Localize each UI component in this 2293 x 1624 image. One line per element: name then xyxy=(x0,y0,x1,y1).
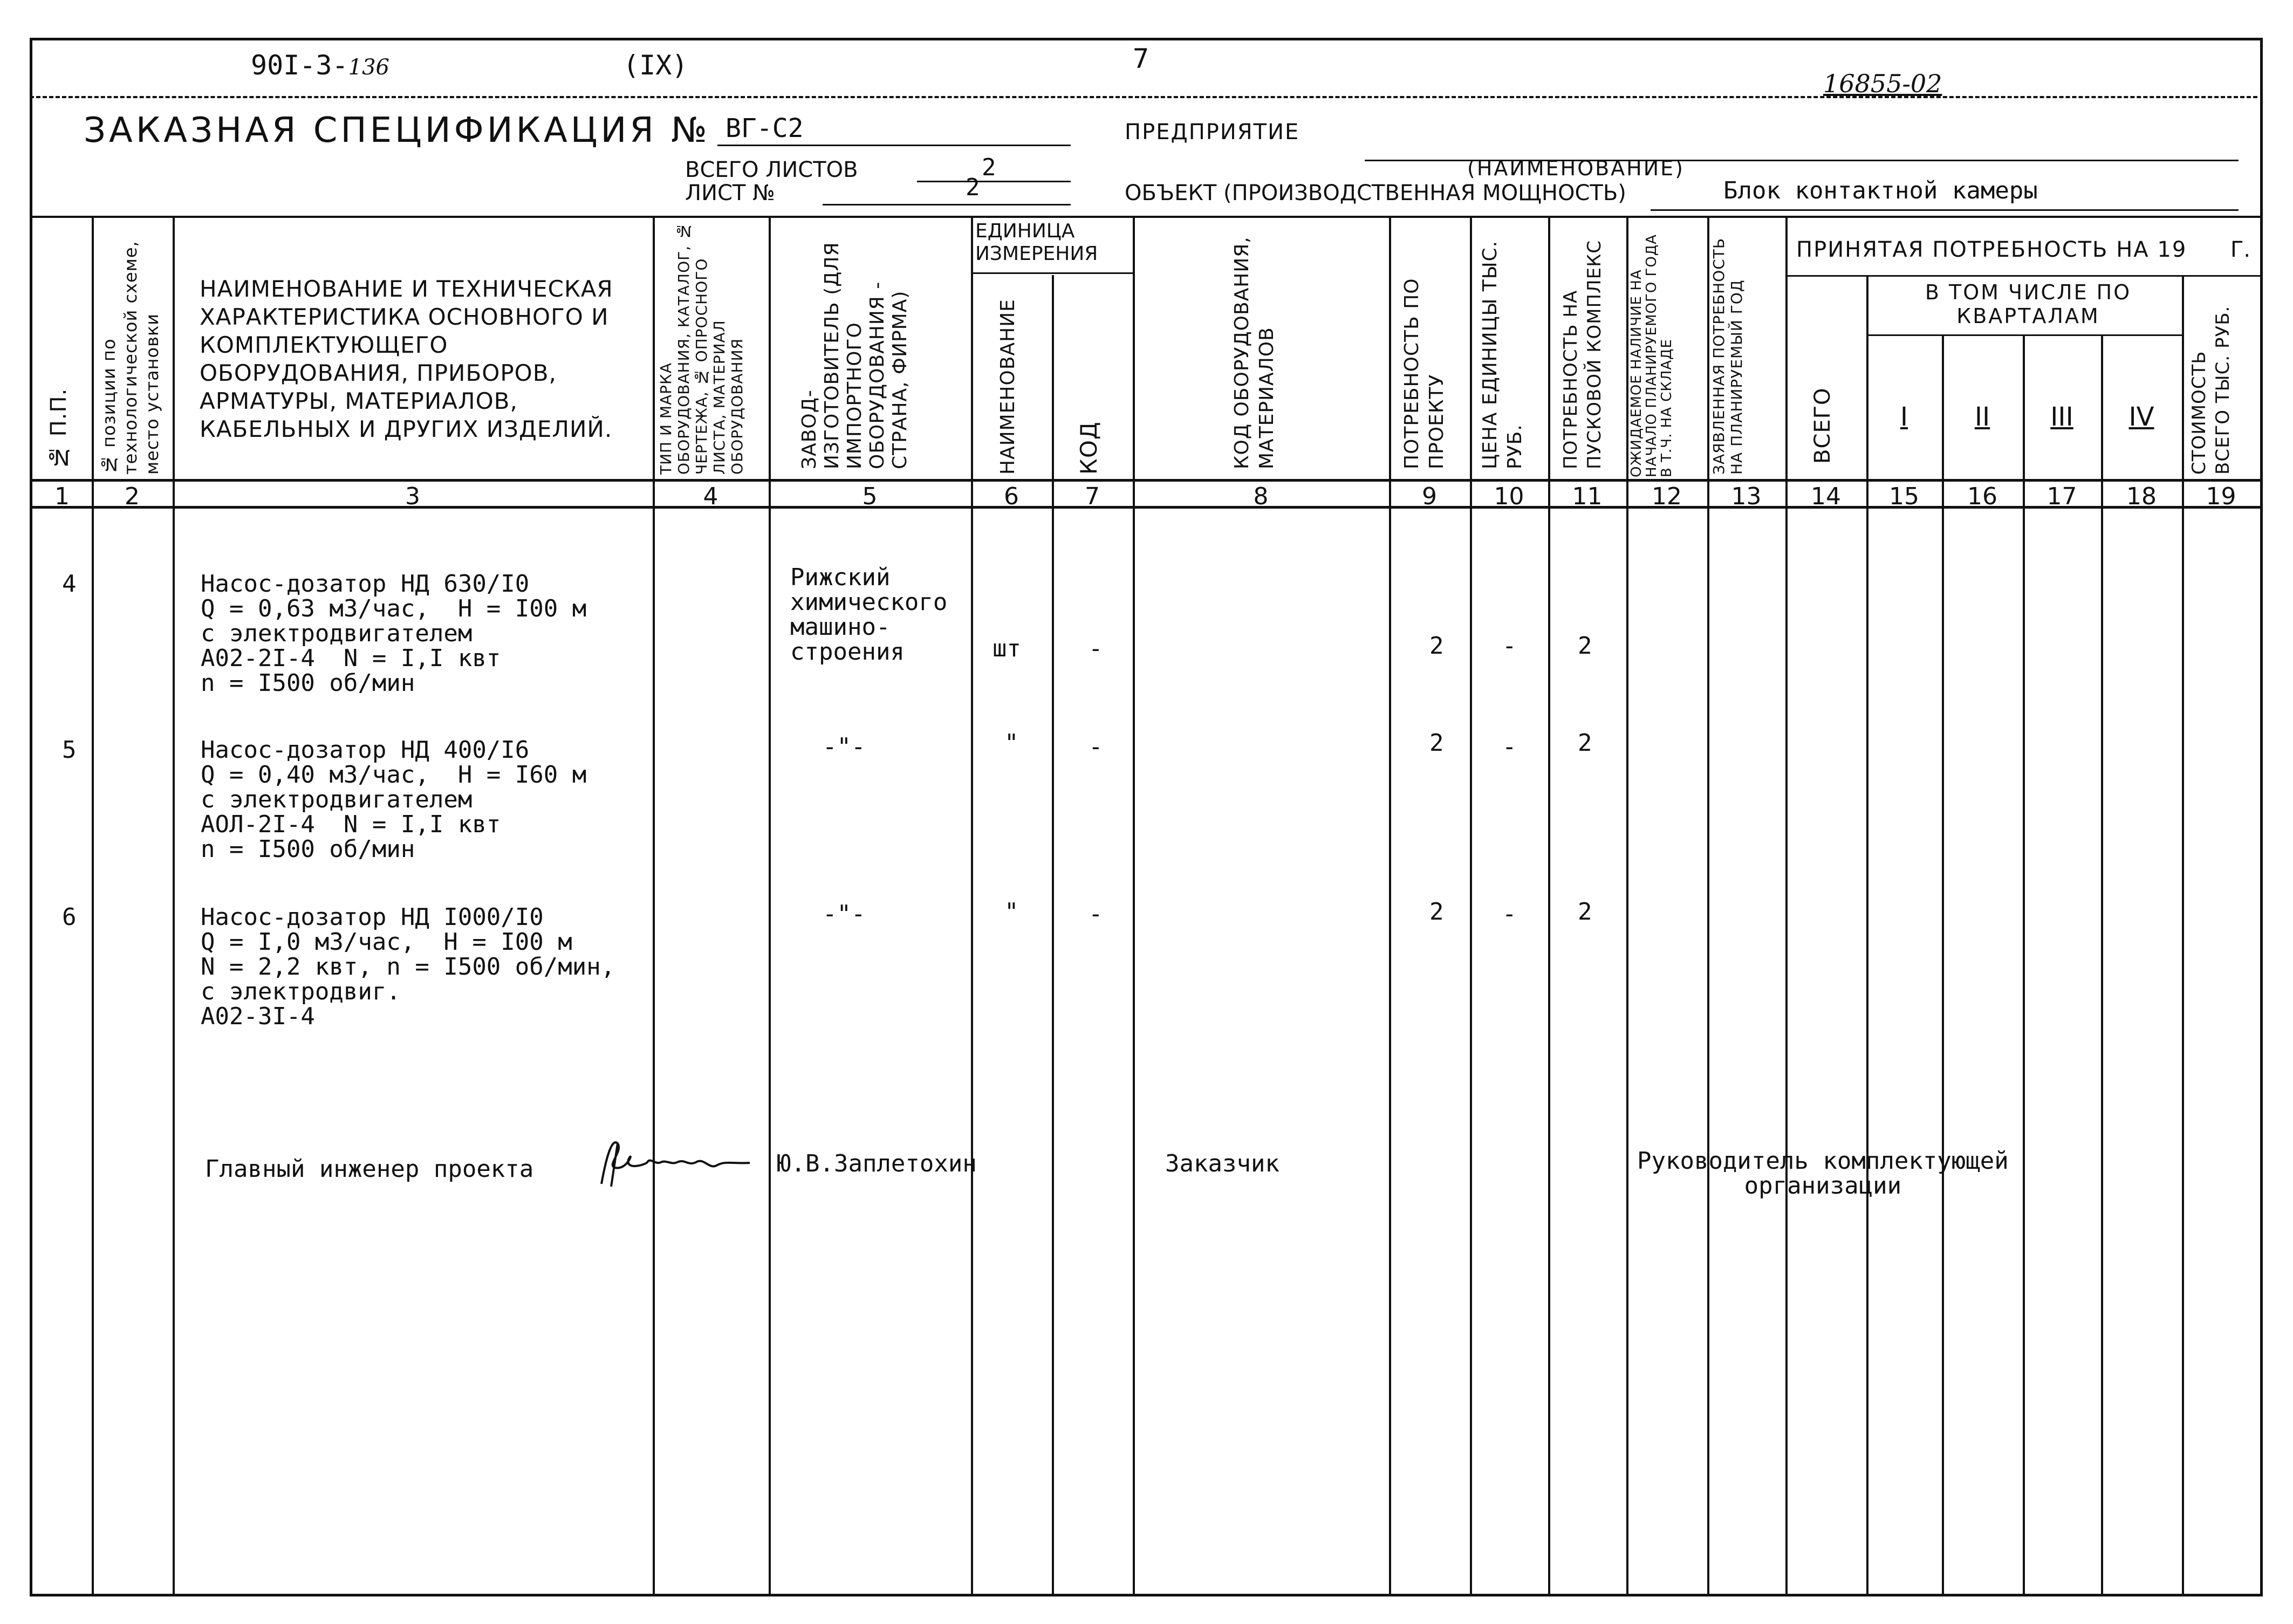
col-number-3: 3 xyxy=(405,483,420,510)
col-number-17: 17 xyxy=(2046,483,2077,510)
col-number-9: 9 xyxy=(1422,483,1437,510)
header-expected: ОЖИДАЕМОЕ НАЛИЧИЕ НА НАЧАЛО ПЛАНИРУЕМОГО ГОДА В Т.Ч. НА СКЛАДЕ xyxy=(1628,234,1675,477)
object-label: ОБЪЕКТ (ПРОИЗВОДСТВЕННАЯ МОЩНОСТЬ) xyxy=(1125,181,1626,205)
header-q2: II xyxy=(1974,402,1990,432)
header-unit-code: КОД xyxy=(1076,421,1102,475)
unit-price: - xyxy=(1502,632,1517,660)
doc-code-handwritten: 136 xyxy=(348,55,389,80)
spec-title: ЗАКАЗНАЯ СПЕЦИФИКАЦИЯ № xyxy=(84,111,710,150)
row-number: 6 xyxy=(62,903,77,931)
manufacturer: Рижский химического машино- строения xyxy=(790,564,948,666)
header-equipment-code: КОД ОБОРУДОВАНИЯ, МАТЕРИАЛОВ xyxy=(1231,236,1278,469)
col-number-2: 2 xyxy=(125,483,140,510)
header-type-mark: ТИП И МАРКА ОБОРУДОВАНИЯ, КАТАЛОГ, № ЧЕРТЕЖА, № ОПРОСНОГО ЛИСТА, МАТЕРИАЛ ОБОРУДОВАНИЯ xyxy=(657,221,746,475)
archive-number: 16855-02 xyxy=(1823,69,1942,98)
header-unit-group: ЕДИНИЦА ИЗМЕРЕНИЯ xyxy=(975,220,1098,265)
header-accepted-year: Г. xyxy=(2230,237,2251,262)
col-number-8: 8 xyxy=(1253,483,1269,510)
need-quantity: 2 xyxy=(1429,898,1444,926)
need-quantity: 2 xyxy=(1429,729,1444,757)
col-line-15 xyxy=(1942,334,1944,1594)
title-dashed-line xyxy=(30,96,2257,98)
col-number-19: 19 xyxy=(2206,483,2236,510)
header-manufacturer: ЗАВОД-ИЗГОТОВИТЕЛЬ (ДЛЯ ИМПОРТНОГО ОБОРУДОВАНИЯ - СТРАНА, ФИРМА) xyxy=(798,242,911,469)
header-bottom-line xyxy=(30,479,2260,482)
page-number: 7 xyxy=(1133,43,1149,74)
signature-image xyxy=(596,1133,758,1192)
accepted-group-line xyxy=(1785,275,2260,277)
name-note: (НАИМЕНОВАНИЕ) xyxy=(1467,156,1685,180)
unit-code: - xyxy=(1089,635,1103,662)
col-number-14: 14 xyxy=(1811,483,1841,510)
manufacturer: -"- xyxy=(823,733,866,760)
supplier-label: Руководитель комплектующей организации xyxy=(1637,1147,2009,1200)
unit-name: шт xyxy=(993,635,1021,662)
col-number-11: 11 xyxy=(1572,483,1603,510)
col-line-17 xyxy=(2101,334,2103,1594)
manufacturer: -"- xyxy=(823,900,866,928)
header-unit-name: НАИМЕНОВАНИЕ xyxy=(997,299,1019,475)
header-q3: III xyxy=(2050,402,2073,432)
handwritten-signature xyxy=(596,1133,758,1204)
col-number-13: 13 xyxy=(1731,483,1762,510)
customer-label: Заказчик xyxy=(1165,1150,1279,1177)
header-need: ПОТРЕБНОСТЬ ПО ПРОЕКТУ xyxy=(1401,278,1448,469)
table-top-line xyxy=(30,216,2260,218)
row-number: 4 xyxy=(62,570,77,598)
col-line-1 xyxy=(92,216,94,1594)
col-number-6: 6 xyxy=(1004,483,1019,510)
header-declared: ЗАЯВЛЕННАЯ ПОТРЕБНОСТЬ НА ПЛАНИРУЕМЫЙ ГОД xyxy=(1710,237,1746,475)
col-line-3 xyxy=(653,216,655,1594)
header-q4: IV xyxy=(2128,402,2154,432)
total-sheets-label: ВСЕГО ЛИСТОВ xyxy=(685,157,858,182)
unit-code: - xyxy=(1089,733,1103,760)
col-line-10 xyxy=(1548,216,1550,1594)
header-accepted-label: ПРИНЯТАЯ ПОТРЕБНОСТЬ НА 19 xyxy=(1796,237,2187,262)
chief-engineer-name: Ю.В.Заплетохин xyxy=(777,1150,977,1177)
header-description: НАИМЕНОВАНИЕ И ТЕХНИЧЕСКАЯ ХАРАКТЕРИСТИКА ОСНОВНОГО И КОМПЛЕКТУЮЩЕГО ОБОРУДОВАНИЯ, ПРИБОРОВ, АРМАТУРЫ, МАТЕРИАЛОВ, КАБЕЛЬНЫХ И ДРУГИХ ИЗДЕЛИЙ. xyxy=(200,276,613,442)
col-line-14 xyxy=(1866,275,1868,1594)
unit-name: " xyxy=(1004,898,1019,926)
spec-number-underline xyxy=(717,145,1071,146)
col-line-13 xyxy=(1785,216,1788,1594)
col-line-8 xyxy=(1389,216,1391,1594)
launch-quantity: 2 xyxy=(1578,632,1592,660)
col-line-18 xyxy=(2182,275,2184,1594)
item-description: Насос-дозатор НД 630/I0 Q = 0,63 м3/час, H = I00 м с электродвигателем A02-2I-4 N = I,I квт n = I500 об/мин xyxy=(201,570,587,697)
col-line-16 xyxy=(2023,334,2025,1594)
header-launch-need: ПОТРЕБНОСТЬ НА ПУСКОВОЙ КОМПЛЕКС xyxy=(1560,240,1605,469)
quarters-group-line xyxy=(1866,334,2182,336)
col-line-6 xyxy=(1052,275,1054,1594)
unit-price: - xyxy=(1502,900,1517,928)
header-total: ВСЕГО xyxy=(1810,387,1835,464)
header-cost: СТОИМОСТЬ ВСЕГО ТЫС. РУБ. xyxy=(2188,305,2234,475)
need-quantity: 2 xyxy=(1429,632,1444,660)
spec-number: ВГ-С2 xyxy=(725,113,804,143)
total-sheets-underline xyxy=(917,181,1071,182)
total-sheets-value: 2 xyxy=(982,154,996,181)
col-number-18: 18 xyxy=(2126,483,2157,510)
unit-group-line xyxy=(971,272,1133,274)
section-number: (IX) xyxy=(623,50,688,81)
chief-engineer-label: Главный инженер проекта xyxy=(205,1155,534,1183)
header-row-number: № П.П. xyxy=(46,388,71,469)
col-number-5: 5 xyxy=(862,483,878,510)
col-line-4 xyxy=(769,216,771,1594)
object-underline xyxy=(1651,209,2239,211)
unit-code: - xyxy=(1089,900,1103,928)
unit-name: " xyxy=(1004,729,1019,757)
col-line-9 xyxy=(1470,216,1472,1594)
sheet-label: ЛИСТ № xyxy=(685,181,775,205)
col-number-16: 16 xyxy=(1967,483,1997,510)
item-description: Насос-дозатор НД 400/I6 Q = 0,40 м3/час, H = I60 м с электродвигателем AOЛ-2I-4 N = I,I квт n = I500 об/мин xyxy=(201,736,587,863)
unit-price: - xyxy=(1502,733,1517,760)
col-number-4: 4 xyxy=(703,483,718,510)
col-number-10: 10 xyxy=(1494,483,1524,510)
header-position: № позиции по технологической схеме, место установки xyxy=(99,241,162,475)
header-quarters-group: В ТОМ ЧИСЛЕ ПО КВАРТАЛАМ xyxy=(1925,280,2132,328)
header-accepted xyxy=(1796,237,2187,262)
col-number-12: 12 xyxy=(1652,483,1682,510)
sheet-value: 2 xyxy=(966,174,980,201)
col-line-5 xyxy=(971,216,973,1594)
col-number-15: 15 xyxy=(1889,483,1919,510)
col-line-12 xyxy=(1707,216,1709,1594)
top-dashed-line xyxy=(30,38,2257,40)
launch-quantity: 2 xyxy=(1578,729,1592,757)
col-number-7: 7 xyxy=(1085,483,1100,510)
object-value: Блок контактной камеры xyxy=(1723,177,2038,204)
header-unit-price: ЦЕНА ЕДИНИЦЫ ТЫС. РУБ. xyxy=(1479,240,1526,469)
row-number: 5 xyxy=(62,736,77,764)
doc-code-printed: 90I-3- xyxy=(251,50,348,81)
col-line-7 xyxy=(1133,216,1135,1594)
sheet-underline xyxy=(823,204,1071,205)
col-line-2 xyxy=(173,216,175,1594)
enterprise-label: ПРЕДПРИЯТИЕ xyxy=(1125,120,1300,145)
item-description: Насос-дозатор НД I000/I0 Q = I,0 м3/час, H = I00 м N = 2,2 квт, n = I500 об/мин, с электродвиг. A02-3I-4 xyxy=(201,903,615,1030)
launch-quantity: 2 xyxy=(1578,898,1592,926)
col-number-1: 1 xyxy=(54,483,70,510)
header-q1: I xyxy=(1900,402,1908,432)
